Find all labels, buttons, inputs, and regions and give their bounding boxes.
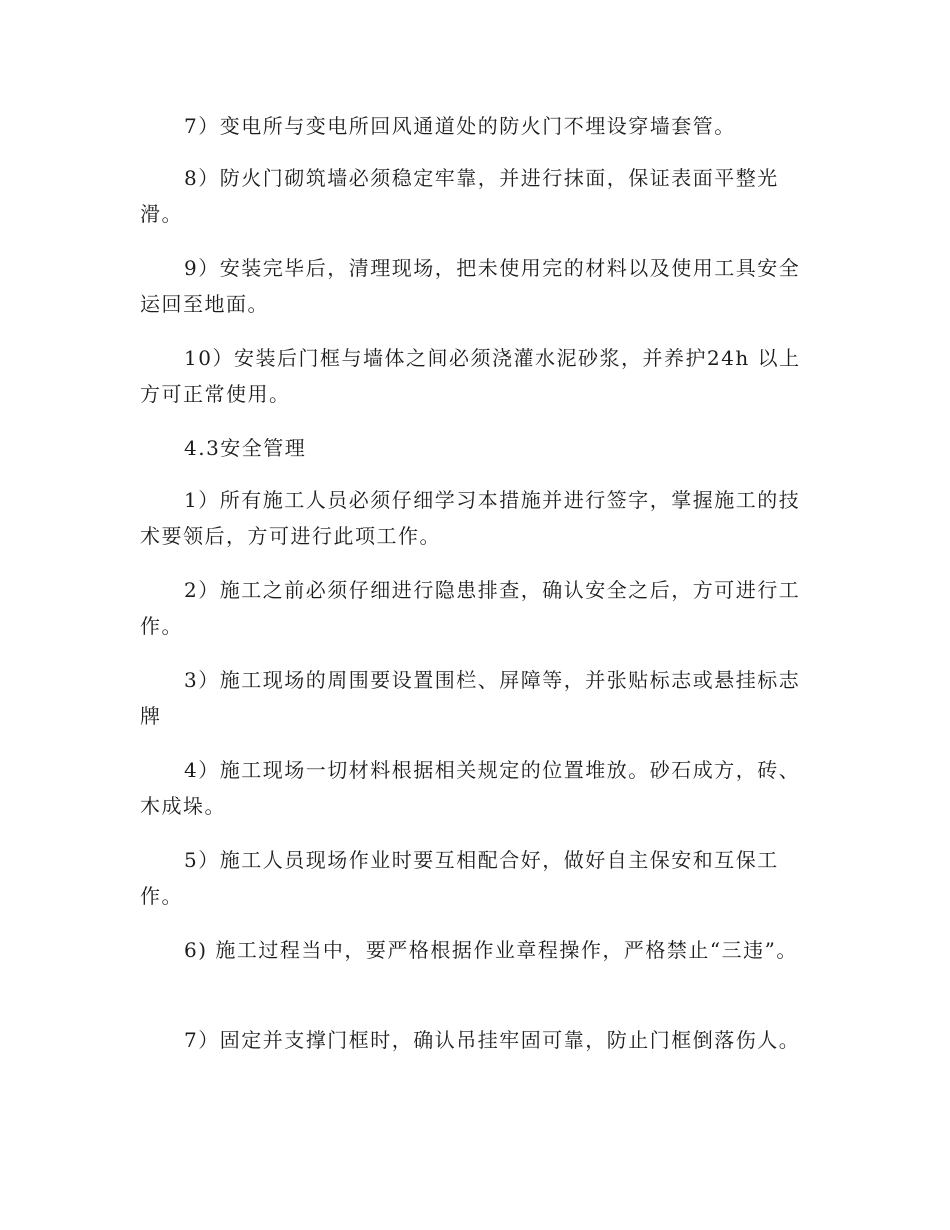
safety-item-2-hazard-check: 2）施工之前必须仔细进行隐患排查，确认安全之后，方可进行工作。 xyxy=(140,578,801,638)
safety-item-1-training: 1）所有施工人员必须仔细学习本措施并进行签字，掌握施工的技术要领后，方可进行此项工作。 xyxy=(140,488,801,548)
safety-item-5-cooperation: 5）施工人员现场作业时要互相配合好，做好自主保安和互保工作。 xyxy=(140,848,779,908)
safety-item-7-door-frame-support: 7）固定并支撑门框时，确认吊挂牢固可靠，防止门框倒落伤人。 xyxy=(184,1028,801,1052)
safety-item-3-barriers: 3）施工现场的周围要设置围栏、屏障等，并张贴标志或悬挂标志牌 xyxy=(140,668,801,728)
safety-item-6-operating-rules: 6) 施工过程当中，要严格根据作业章程操作，严格禁止“三违”。 xyxy=(184,938,798,962)
paragraph-item-10-mortar-curing: 10）安装后门框与墙体之间必须浇灌水泥砂浆，并养护24h 以上方可正常使用。 xyxy=(140,346,801,406)
section-heading-safety-management: 4.3安全管理 xyxy=(184,436,307,460)
paragraph-item-9-site-cleanup: 9）安装完毕后，清理现场，把未使用完的材料以及使用工具安全运回至地面。 xyxy=(140,256,801,316)
paragraph-item-7-fire-door-sleeve: 7）变电所与变电所回风通道处的防火门不埋设穿墙套管。 xyxy=(184,114,736,138)
safety-item-4-material-stacking: 4）施工现场一切材料根据相关规定的位置堆放。砂石成方，砖、木成垛。 xyxy=(140,758,801,818)
paragraph-item-8-wall-plastering: 8）防火门砌筑墙必须稳定牢靠，并进行抹面，保证表面平整光滑。 xyxy=(140,166,779,226)
